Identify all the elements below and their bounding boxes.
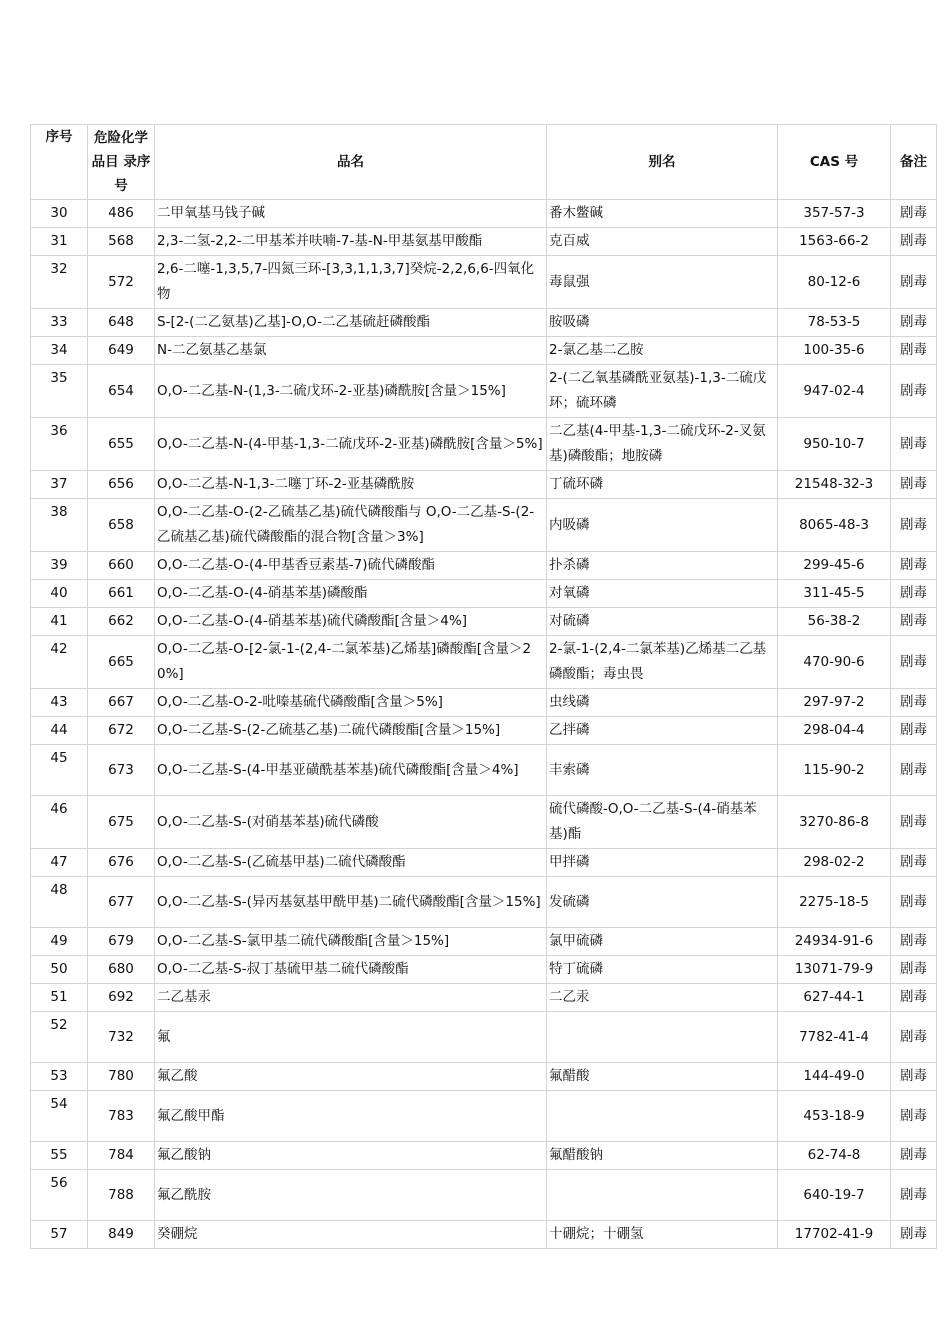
row-note: 剧毒 bbox=[891, 984, 937, 1012]
row-catalog-number: 673 bbox=[88, 745, 155, 796]
table-row bbox=[31, 228, 937, 256]
row-chemical-name: O,O-二乙基-S-(异丙基氨基甲酰甲基)二硫代磷酸酯[含量＞15%] bbox=[155, 877, 547, 928]
row-index: 35 bbox=[31, 365, 88, 418]
row-cas-number: 7782-41-4 bbox=[778, 1012, 891, 1063]
row-chemical-name: N-二乙氨基乙基氯 bbox=[155, 337, 547, 365]
row-chemical-name: 氟 bbox=[155, 1012, 547, 1063]
row-alias: 毒鼠强 bbox=[547, 256, 778, 309]
row-note: 剧毒 bbox=[891, 256, 937, 309]
row-chemical-name: O,O-二乙基-O-(4-硝基苯基)磷酸酯 bbox=[155, 580, 547, 608]
row-cas-number: 297-97-2 bbox=[778, 689, 891, 717]
row-index: 51 bbox=[31, 984, 88, 1012]
row-index: 50 bbox=[31, 956, 88, 984]
header-catalog-number: 危险化学品目 录序号 bbox=[88, 125, 155, 200]
row-index: 57 bbox=[31, 1221, 88, 1249]
table-row bbox=[31, 337, 937, 365]
row-catalog-number: 654 bbox=[88, 365, 155, 418]
row-index: 44 bbox=[31, 717, 88, 745]
header-index: 序号 bbox=[31, 125, 88, 200]
row-note: 剧毒 bbox=[891, 365, 937, 418]
row-alias: 十硼烷；十硼氢 bbox=[547, 1221, 778, 1249]
row-index: 45 bbox=[31, 745, 88, 796]
row-note: 剧毒 bbox=[891, 580, 937, 608]
row-cas-number: 80-12-6 bbox=[778, 256, 891, 309]
table-row bbox=[31, 499, 937, 552]
row-note: 剧毒 bbox=[891, 849, 937, 877]
row-alias: 内吸磷 bbox=[547, 499, 778, 552]
row-cas-number: 1563-66-2 bbox=[778, 228, 891, 256]
row-chemical-name: O,O-二乙基-O-2-吡嗪基硫代磷酸酯[含量＞5%] bbox=[155, 689, 547, 717]
row-chemical-name: O,O-二乙基-S-(4-甲基亚磺酰基苯基)硫代磷酸酯[含量＞4%] bbox=[155, 745, 547, 796]
table-row bbox=[31, 1012, 937, 1063]
row-note: 剧毒 bbox=[891, 608, 937, 636]
row-note: 剧毒 bbox=[891, 877, 937, 928]
row-cas-number: 100-35-6 bbox=[778, 337, 891, 365]
row-note: 剧毒 bbox=[891, 418, 937, 471]
row-alias: 扑杀磷 bbox=[547, 552, 778, 580]
row-index: 38 bbox=[31, 499, 88, 552]
row-cas-number: 8065-48-3 bbox=[778, 499, 891, 552]
row-note: 剧毒 bbox=[891, 1170, 937, 1221]
table-body bbox=[31, 200, 937, 1249]
row-note: 剧毒 bbox=[891, 309, 937, 337]
row-chemical-name: 氟乙酰胺 bbox=[155, 1170, 547, 1221]
row-alias: 硫代磷酸-O,O-二乙基-S-(4-硝基苯基)酯 bbox=[547, 796, 778, 849]
row-note: 剧毒 bbox=[891, 1063, 937, 1091]
header-row bbox=[31, 125, 937, 200]
row-catalog-number: 692 bbox=[88, 984, 155, 1012]
row-index: 39 bbox=[31, 552, 88, 580]
table-row bbox=[31, 200, 937, 228]
row-alias: 番木鳖碱 bbox=[547, 200, 778, 228]
row-cas-number: 115-90-2 bbox=[778, 745, 891, 796]
row-catalog-number: 679 bbox=[88, 928, 155, 956]
table-row bbox=[31, 365, 937, 418]
row-index: 52 bbox=[31, 1012, 88, 1063]
row-cas-number: 627-44-1 bbox=[778, 984, 891, 1012]
row-note: 剧毒 bbox=[891, 228, 937, 256]
row-catalog-number: 676 bbox=[88, 849, 155, 877]
header-name: 品名 bbox=[155, 125, 547, 200]
row-catalog-number: 655 bbox=[88, 418, 155, 471]
row-cas-number: 640-19-7 bbox=[778, 1170, 891, 1221]
row-chemical-name: O,O-二乙基-S-叔丁基硫甲基二硫代磷酸酯 bbox=[155, 956, 547, 984]
table-row bbox=[31, 689, 937, 717]
row-index: 41 bbox=[31, 608, 88, 636]
row-alias: 甲拌磷 bbox=[547, 849, 778, 877]
row-alias: 2-氯乙基二乙胺 bbox=[547, 337, 778, 365]
row-index: 33 bbox=[31, 309, 88, 337]
row-cas-number: 17702-41-9 bbox=[778, 1221, 891, 1249]
table-row bbox=[31, 1221, 937, 1249]
row-catalog-number: 649 bbox=[88, 337, 155, 365]
table-row bbox=[31, 418, 937, 471]
row-catalog-number: 677 bbox=[88, 877, 155, 928]
row-chemical-name: O,O-二乙基-S-氯甲基二硫代磷酸酯[含量＞15%] bbox=[155, 928, 547, 956]
row-catalog-number: 665 bbox=[88, 636, 155, 689]
table-row bbox=[31, 745, 937, 796]
hazardous-chemicals-table bbox=[30, 124, 937, 1249]
row-cas-number: 311-45-5 bbox=[778, 580, 891, 608]
row-cas-number: 357-57-3 bbox=[778, 200, 891, 228]
row-catalog-number: 672 bbox=[88, 717, 155, 745]
row-chemical-name: O,O-二乙基-N-(4-甲基-1,3-二硫戊环-2-亚基)磷酰胺[含量＞5%] bbox=[155, 418, 547, 471]
row-catalog-number: 849 bbox=[88, 1221, 155, 1249]
row-catalog-number: 675 bbox=[88, 796, 155, 849]
row-index: 31 bbox=[31, 228, 88, 256]
row-note: 剧毒 bbox=[891, 1221, 937, 1249]
table-row bbox=[31, 1091, 937, 1142]
row-alias: 对氧磷 bbox=[547, 580, 778, 608]
row-alias bbox=[547, 1012, 778, 1063]
row-index: 48 bbox=[31, 877, 88, 928]
row-catalog-number: 788 bbox=[88, 1170, 155, 1221]
row-index: 37 bbox=[31, 471, 88, 499]
row-alias bbox=[547, 1170, 778, 1221]
row-index: 53 bbox=[31, 1063, 88, 1091]
row-cas-number: 298-04-4 bbox=[778, 717, 891, 745]
row-catalog-number: 656 bbox=[88, 471, 155, 499]
row-alias: 胺吸磷 bbox=[547, 309, 778, 337]
row-catalog-number: 486 bbox=[88, 200, 155, 228]
row-chemical-name: 2,6-二噻-1,3,5,7-四氮三环-[3,3,1,1,3,7]癸烷-2,2,6,6-四氧化物 bbox=[155, 256, 547, 309]
row-chemical-name: O,O-二乙基-O-(2-乙硫基乙基)硫代磷酸酯与 O,O-二乙基-S-(2-乙硫基乙基)硫代磷酸酯的混合物[含量＞3%] bbox=[155, 499, 547, 552]
row-chemical-name: O,O-二乙基-S-(对硝基苯基)硫代磷酸 bbox=[155, 796, 547, 849]
row-note: 剧毒 bbox=[891, 1142, 937, 1170]
row-note: 剧毒 bbox=[891, 337, 937, 365]
row-cas-number: 13071-79-9 bbox=[778, 956, 891, 984]
row-note: 剧毒 bbox=[891, 689, 937, 717]
table-row bbox=[31, 1063, 937, 1091]
table-row bbox=[31, 849, 937, 877]
row-note: 剧毒 bbox=[891, 1091, 937, 1142]
row-catalog-number: 662 bbox=[88, 608, 155, 636]
row-cas-number: 950-10-7 bbox=[778, 418, 891, 471]
row-cas-number: 78-53-5 bbox=[778, 309, 891, 337]
row-note: 剧毒 bbox=[891, 745, 937, 796]
row-catalog-number: 780 bbox=[88, 1063, 155, 1091]
row-alias: 2-(二乙氧基磷酰亚氨基)-1,3-二硫戊环；硫环磷 bbox=[547, 365, 778, 418]
row-note: 剧毒 bbox=[891, 471, 937, 499]
table-row bbox=[31, 956, 937, 984]
row-index: 56 bbox=[31, 1170, 88, 1221]
row-cas-number: 3270-86-8 bbox=[778, 796, 891, 849]
row-note: 剧毒 bbox=[891, 717, 937, 745]
row-index: 47 bbox=[31, 849, 88, 877]
row-note: 剧毒 bbox=[891, 636, 937, 689]
row-note: 剧毒 bbox=[891, 499, 937, 552]
row-catalog-number: 572 bbox=[88, 256, 155, 309]
table-row bbox=[31, 256, 937, 309]
row-alias: 特丁硫磷 bbox=[547, 956, 778, 984]
row-catalog-number: 783 bbox=[88, 1091, 155, 1142]
row-index: 55 bbox=[31, 1142, 88, 1170]
row-index: 32 bbox=[31, 256, 88, 309]
row-cas-number: 24934-91-6 bbox=[778, 928, 891, 956]
row-note: 剧毒 bbox=[891, 1012, 937, 1063]
row-note: 剧毒 bbox=[891, 796, 937, 849]
row-alias: 虫线磷 bbox=[547, 689, 778, 717]
row-catalog-number: 568 bbox=[88, 228, 155, 256]
row-index: 49 bbox=[31, 928, 88, 956]
row-chemical-name: O,O-二乙基-O-(4-甲基香豆素基-7)硫代磷酸酯 bbox=[155, 552, 547, 580]
row-cas-number: 947-02-4 bbox=[778, 365, 891, 418]
row-cas-number: 453-18-9 bbox=[778, 1091, 891, 1142]
row-catalog-number: 784 bbox=[88, 1142, 155, 1170]
row-alias: 丁硫环磷 bbox=[547, 471, 778, 499]
row-cas-number: 298-02-2 bbox=[778, 849, 891, 877]
row-chemical-name: 二乙基汞 bbox=[155, 984, 547, 1012]
table-row bbox=[31, 1170, 937, 1221]
row-cas-number: 144-49-0 bbox=[778, 1063, 891, 1091]
row-alias: 2-氯-1-(2,4-二氯苯基)乙烯基二乙基磷酸酯；毒虫畏 bbox=[547, 636, 778, 689]
row-catalog-number: 660 bbox=[88, 552, 155, 580]
row-cas-number: 299-45-6 bbox=[778, 552, 891, 580]
row-alias: 对硫磷 bbox=[547, 608, 778, 636]
row-cas-number: 62-74-8 bbox=[778, 1142, 891, 1170]
row-catalog-number: 667 bbox=[88, 689, 155, 717]
row-chemical-name: 2,3-二氢-2,2-二甲基苯并呋喃-7-基-N-甲基氨基甲酸酯 bbox=[155, 228, 547, 256]
row-chemical-name: O,O-二乙基-N-(1,3-二硫戊环-2-亚基)磷酰胺[含量＞15%] bbox=[155, 365, 547, 418]
row-index: 46 bbox=[31, 796, 88, 849]
row-alias: 乙拌磷 bbox=[547, 717, 778, 745]
table-header bbox=[31, 125, 937, 200]
row-alias: 丰索磷 bbox=[547, 745, 778, 796]
row-note: 剧毒 bbox=[891, 928, 937, 956]
row-index: 54 bbox=[31, 1091, 88, 1142]
row-alias bbox=[547, 1091, 778, 1142]
row-index: 34 bbox=[31, 337, 88, 365]
table-row bbox=[31, 471, 937, 499]
table-row bbox=[31, 636, 937, 689]
table-row bbox=[31, 877, 937, 928]
table-row bbox=[31, 608, 937, 636]
table-row bbox=[31, 984, 937, 1012]
row-chemical-name: 氟乙酸 bbox=[155, 1063, 547, 1091]
row-alias: 氯甲硫磷 bbox=[547, 928, 778, 956]
row-chemical-name: 癸硼烷 bbox=[155, 1221, 547, 1249]
row-alias: 氟醋酸钠 bbox=[547, 1142, 778, 1170]
row-chemical-name: S-[2-(二乙氨基)乙基]-O,O-二乙基硫赶磷酸酯 bbox=[155, 309, 547, 337]
row-chemical-name: O,O-二乙基-O-(4-硝基苯基)硫代磷酸酯[含量＞4%] bbox=[155, 608, 547, 636]
row-chemical-name: 氟乙酸钠 bbox=[155, 1142, 547, 1170]
row-chemical-name: O,O-二乙基-S-(2-乙硫基乙基)二硫代磷酸酯[含量＞15%] bbox=[155, 717, 547, 745]
row-catalog-number: 661 bbox=[88, 580, 155, 608]
table-row bbox=[31, 928, 937, 956]
row-index: 40 bbox=[31, 580, 88, 608]
row-alias: 发硫磷 bbox=[547, 877, 778, 928]
row-catalog-number: 648 bbox=[88, 309, 155, 337]
row-index: 30 bbox=[31, 200, 88, 228]
row-cas-number: 2275-18-5 bbox=[778, 877, 891, 928]
row-cas-number: 470-90-6 bbox=[778, 636, 891, 689]
table-row bbox=[31, 580, 937, 608]
row-alias: 二乙汞 bbox=[547, 984, 778, 1012]
table-row bbox=[31, 1142, 937, 1170]
header-note: 备注 bbox=[891, 125, 937, 200]
row-note: 剧毒 bbox=[891, 200, 937, 228]
row-index: 43 bbox=[31, 689, 88, 717]
table-row bbox=[31, 796, 937, 849]
row-catalog-number: 680 bbox=[88, 956, 155, 984]
row-cas-number: 56-38-2 bbox=[778, 608, 891, 636]
row-alias: 二乙基(4-甲基-1,3-二硫戊环-2-叉氨基)磷酸酯；地胺磷 bbox=[547, 418, 778, 471]
row-catalog-number: 732 bbox=[88, 1012, 155, 1063]
row-note: 剧毒 bbox=[891, 552, 937, 580]
row-index: 42 bbox=[31, 636, 88, 689]
row-cas-number: 21548-32-3 bbox=[778, 471, 891, 499]
table-row bbox=[31, 717, 937, 745]
row-catalog-number: 658 bbox=[88, 499, 155, 552]
row-alias: 氟醋酸 bbox=[547, 1063, 778, 1091]
row-chemical-name: 二甲氧基马钱子碱 bbox=[155, 200, 547, 228]
table-row bbox=[31, 552, 937, 580]
header-alias: 别名 bbox=[547, 125, 778, 200]
row-chemical-name: O,O-二乙基-O-[2-氯-1-(2,4-二氯苯基)乙烯基]磷酸酯[含量＞20%] bbox=[155, 636, 547, 689]
row-chemical-name: O,O-二乙基-N-1,3-二噻丁环-2-亚基磷酰胺 bbox=[155, 471, 547, 499]
row-alias: 克百威 bbox=[547, 228, 778, 256]
header-cas: CAS 号 bbox=[778, 125, 891, 200]
row-note: 剧毒 bbox=[891, 956, 937, 984]
row-chemical-name: 氟乙酸甲酯 bbox=[155, 1091, 547, 1142]
row-chemical-name: O,O-二乙基-S-(乙硫基甲基)二硫代磷酸酯 bbox=[155, 849, 547, 877]
row-index: 36 bbox=[31, 418, 88, 471]
table-row bbox=[31, 309, 937, 337]
